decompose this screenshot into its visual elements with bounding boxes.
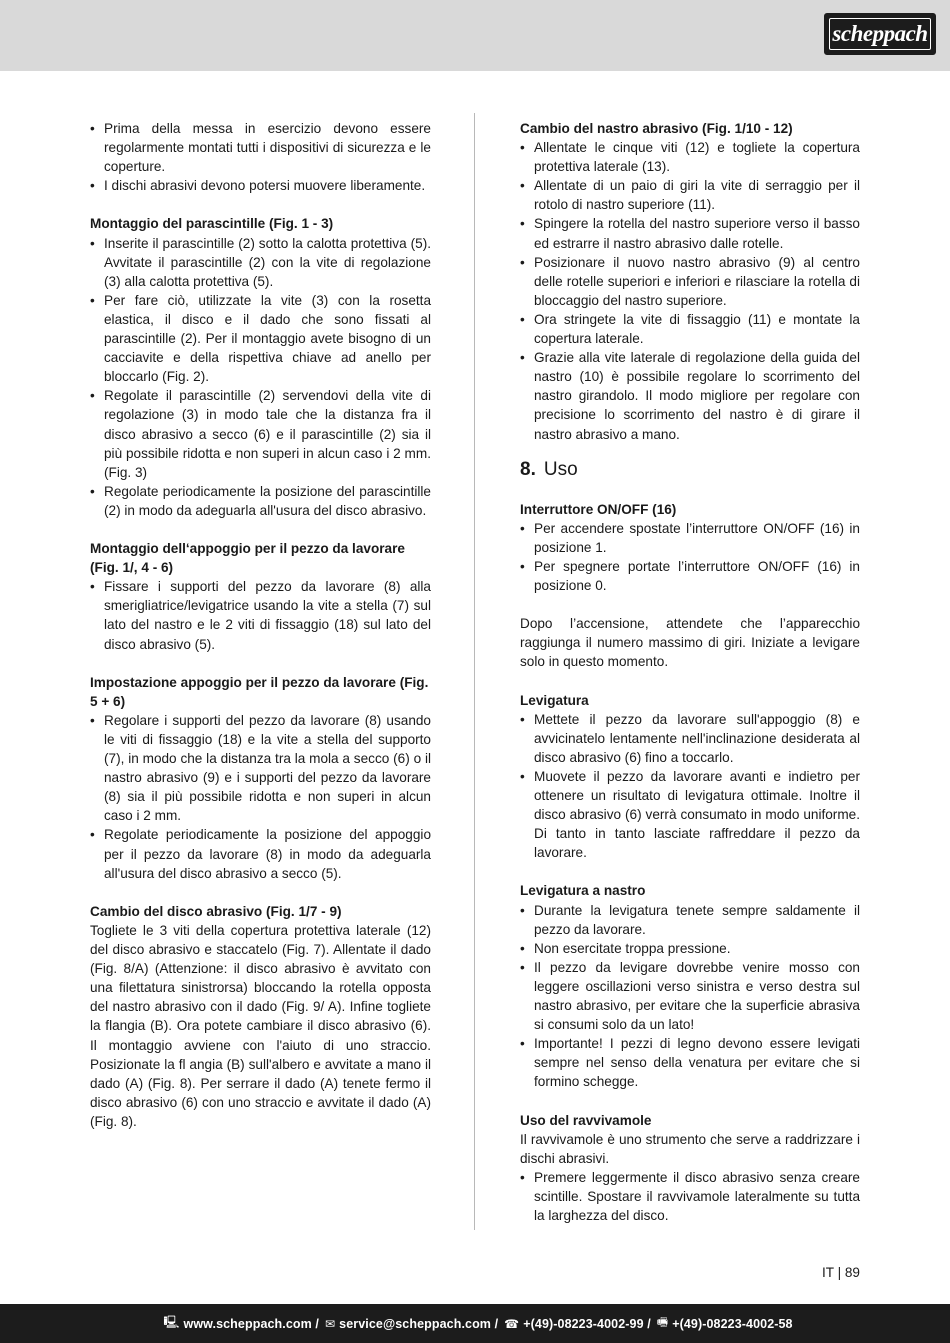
- section-heading-belt-change: Cambio del nastro abrasivo (Fig. 1/10 - 12): [520, 121, 793, 136]
- list-item: • Premere leggermente il disco abrasivo senza creare scintille. Spostare il ravvivamole lateralmente su tutta la larghezza del disco.: [520, 1168, 860, 1225]
- brand-logo: [824, 13, 936, 55]
- section-heading-workpiece-rest-setting: Impostazione appoggio per il pezzo da lavorare (Fig. 5 + 6): [90, 674, 429, 709]
- email-icon: ✉: [325, 1316, 336, 1331]
- list-item: • Per fare ciò, utilizzate la vite (3) con la rosetta elastica, il disco e il dado che sono fissati al parascintille (2). Per il montaggio avete bisogno di un cacciavite e della rispettiva chiave ad anello per bloccarlo (Fig. 2).: [90, 291, 431, 386]
- list-item: • Importante! I pezzi di legno devono essere levigati sempre nel senso della venatura per evitare che si formino schegge.: [520, 1034, 860, 1091]
- belt-change-list: [520, 138, 860, 444]
- list-item: • Regolare i supporti del pezzo da lavorare (8) usando le viti di fissaggio (18) e la vite a stella del supporto (7), in modo che la distanza tra la mola a secco (6) o il nastro abrasivo (9) e i supporti del pezzo da lavorare (8) sia il più possibile ridotta e non superi in alcun caso i 2 mm.: [90, 711, 431, 826]
- page-number: IT | 89: [821, 1265, 860, 1280]
- section-heading-belt-sanding: Levigatura a nastro: [520, 883, 646, 899]
- computer-icon: 🖳: [163, 1315, 180, 1329]
- list-item: • Muovete il pezzo da lavorare avanti e indietro per ottenere un risultato di levigatura ottimale. Inoltre il disco abrasivo (6) verrà consumato in modo uniforme. Di tanto in tanto lasciate raffreddare il pezzo da lavorare.: [520, 767, 860, 862]
- list-item: • Regolate periodicamente la posizione del parascintille (2) in modo da adeguarla all'usura del disco abrasivo.: [90, 482, 431, 520]
- footer-phone: +(49)-08223-4002-99 /: [523, 1316, 651, 1331]
- section-heading-workpiece-rest-mount: Montaggio dell‘appoggio per il pezzo da lavorare (Fig. 1/, 4 - 6): [90, 541, 405, 576]
- list-item: • Mettete il pezzo da lavorare sull'appoggio (8) e avvicinatelo lentamente nell'inclinazione desiderata al disco abrasivo (6) fino a toccarlo.: [520, 710, 860, 767]
- list-item: • Regolate periodicamente la posizione del appoggio per il pezzo da lavorare (8) in modo da adeguarla all'usura del disco abrasivo a secco (5).: [90, 825, 431, 882]
- section-heading-sanding: Levigatura: [520, 692, 589, 708]
- chapter-number: 8.: [520, 458, 536, 480]
- list-item: • Per accendere spostate l’interruttore ON/OFF (16) in posizione 1.: [520, 519, 860, 557]
- switch-note-paragraph: Dopo l’accensione, attendete che l’apparecchio raggiunga il numero massimo di giri. Iniziate a levigare solo in questo momento.: [520, 616, 860, 670]
- footer-bar: [0, 1304, 950, 1343]
- list-item: • Spingere la rotella del nastro superiore verso il basso ed estrarre il nastro abrasivo dalle rotelle.: [520, 214, 860, 252]
- workpiece-rest-mount-list: [90, 577, 431, 653]
- section-heading-disc-change: Cambio del disco abrasivo (Fig. 1/7 - 9): [90, 903, 342, 919]
- list-item: • Non esercitate troppa pressione.: [520, 939, 860, 958]
- section-heading-dresser: Uso del ravvivamole: [520, 1112, 652, 1128]
- list-item: • Grazie alla vite laterale di regolazione della guida del nastro (10) è possibile regolare lo scorrimento del nastro girandolo. Il modo migliore per regolare con precisione lo scorrimento del nastro è di girare il nastro abrasivo a mano.: [520, 348, 860, 443]
- dresser-list: [520, 1168, 860, 1225]
- workpiece-rest-setting-list: [90, 711, 431, 883]
- intro-bullet-list: [90, 119, 431, 195]
- header-bar: [0, 0, 950, 71]
- list-item: • Prima della messa in esercizio devono essere regolarmente montati tutti i dispositivi di sicurezza e le coperture.: [90, 119, 431, 176]
- chapter-title: [520, 458, 860, 482]
- list-item: • Ora stringete la vite di fissaggio (11) e montate la copertura laterale.: [520, 310, 860, 348]
- list-item: • Fissare i supporti del pezzo da lavorare (8) alla smerigliatrice/levigatrice usando la vite a stella (7) sul lato del nastro e le 2 viti di fissaggio (18) sul lato del disco abrasivo (5).: [90, 577, 431, 653]
- list-item: • Allentate di un paio di giri la vite di serraggio per il rotolo di nastro superiore (11).: [520, 176, 860, 214]
- spark-guard-list: [90, 234, 431, 520]
- fax-icon: 🖷: [656, 1315, 669, 1329]
- list-item: • Regolate il parascintille (2) servendovi della vite di regolazione (3) in modo tale che la distanza fra il disco abrasivo a secco (6) e il parascintille (2) sia il più possibile ridotta e non superi in alcun caso i 2 mm.(Fig. 3): [90, 386, 431, 481]
- list-item: • Allentate le cinque viti (12) e togliete la copertura protettiva laterale (13).: [520, 138, 860, 176]
- footer-fax: +(49)-08223-4002-58: [672, 1316, 793, 1331]
- section-heading-spark-guard: Montaggio del parascintille (Fig. 1 - 3): [90, 216, 334, 232]
- list-item: • Il pezzo da levigare dovrebbe venire mosso con leggere oscillazioni verso sinistra e verso destra sul nastro abrasivo, per evitare che la superficie abrasiva si consumi solo da un lato!: [520, 958, 860, 1034]
- right-column: [520, 119, 860, 1225]
- list-item: • Per spegnere portate l’interruttore ON/OFF (16) in posizione 0.: [520, 557, 860, 595]
- sanding-list: [520, 710, 860, 863]
- dresser-paragraph: Il ravvivamole è uno strumento che serve a raddrizzare i dischi abrasivi.: [520, 1131, 860, 1166]
- column-divider: [474, 113, 475, 1230]
- section-heading-switch: Interruttore ON/OFF (16): [520, 501, 677, 517]
- footer-website: www.scheppach.com /: [183, 1316, 319, 1331]
- brand-logo-text: scheppach: [829, 18, 931, 50]
- footer-email: service@scheppach.com /: [339, 1316, 499, 1331]
- left-column: [90, 119, 431, 1131]
- list-item: • Durante la levigatura tenete sempre saldamente il pezzo da lavorare.: [520, 901, 860, 939]
- list-item: • Inserite il parascintille (2) sotto la calotta protettiva (5). Avvitate il parascintille (2) con la vite di regolazione (3) alla calotta protettiva (5).: [90, 234, 431, 291]
- chapter-name: Uso: [543, 458, 578, 480]
- disc-change-paragraph: Togliete le 3 viti della copertura protettiva laterale (12) del disco abrasivo e staccatelo (Fig. 7). Allentate il dado (Fig. 8/A) (Attenzione: il disco abrasivo è avvitato con una filettatura sinistrorsa) bloccando la rotella opposta del nastro abrasivo con il dado (Fig. 9/ A). Infine togliete la flangia (B). Ora potete cambiare il disco abrasivo (6). Il montaggio avviene con l'aiuto di uno straccio. Posizionate la fl angia (B) sull'albero e avvitate a mano il dado (A) (Fig. 8). Per serrare il dado (A) tenete fermo il disco abrasivo (6) con uno straccio e avvitate il dado (A) (Fig. 8).: [90, 922, 431, 1129]
- list-item: • Posizionare il nuovo nastro abrasivo (9) al centro delle rotelle superiori e inferiori e rilasciare la rotella di bloccaggio del nastro superiore.: [520, 253, 860, 310]
- belt-sanding-list: [520, 901, 860, 1092]
- list-item: • I dischi abrasivi devono potersi muovere liberamente.: [90, 176, 431, 195]
- phone-icon: ☎: [504, 1316, 520, 1331]
- switch-list: [520, 519, 860, 595]
